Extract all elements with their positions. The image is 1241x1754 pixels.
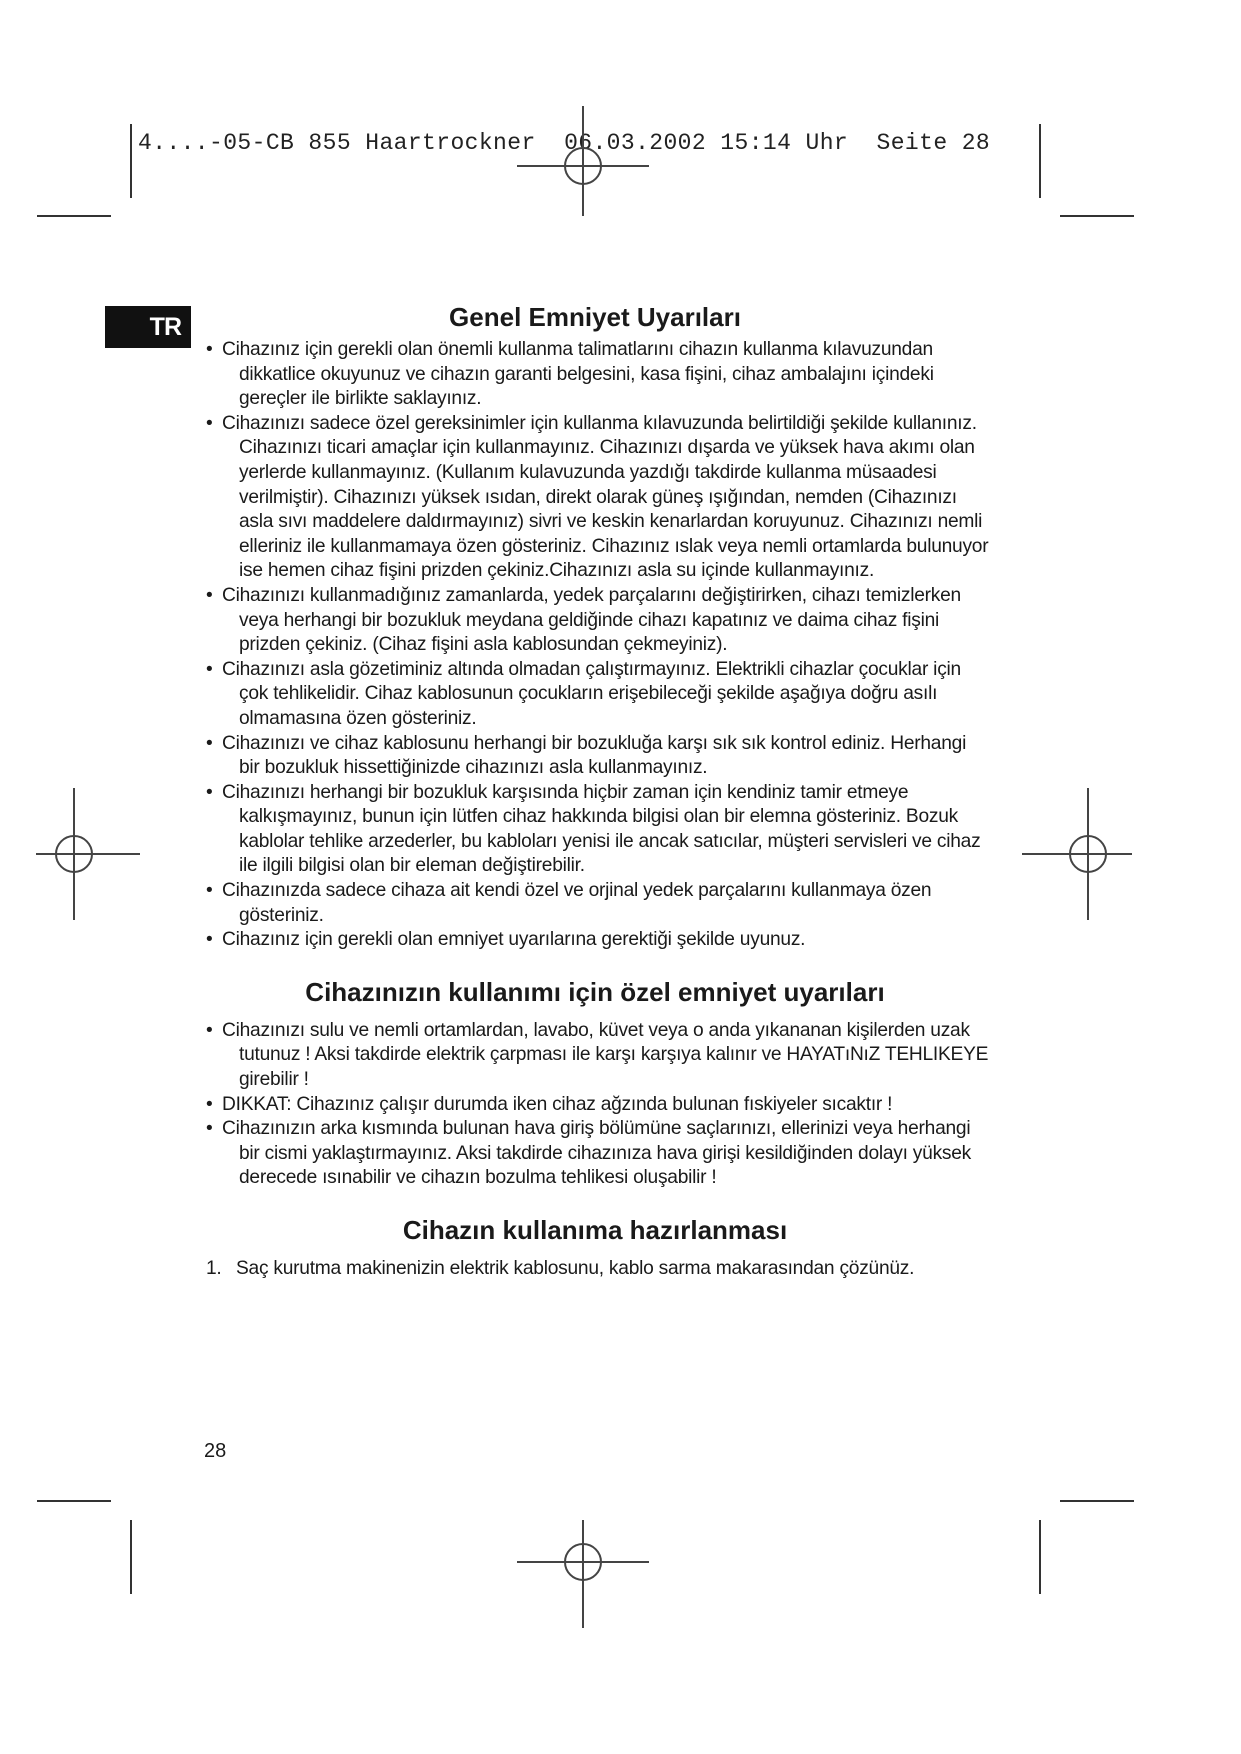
crop-mark [130, 1520, 132, 1594]
registration-mark-left [8, 788, 140, 920]
page-number: 28 [204, 1440, 227, 1462]
list-item: • Cihazınızı sulu ve nemli ortamlardan, lavabo, küvet veya o anda yıkananan kişilerden uzak tutunuz ! Aksi takdirde elektrik çarpması ile karşı karşıya kalınır ve HAYATıNıZ TEHLIKEYE girebilir ! [206, 1019, 989, 1091]
list-item: • Cihazınızı asla gözetiminiz altında olmadan çalıştırmayınız. Elektrikli cihazlar çocuklar için çok tehlikelidir. Cihaz kablosunun çocukların erişebileceği şekilde aşağıya doğru asılı olmamasına özen gösteriniz. [206, 658, 961, 729]
list-item: • Cihazınızı sadece özel gereksinimler için kullanma kılavuzunda belirtildiği şekilde kullanınız. Cihazınızı ticari amaçlar için kullanmayınız. Cihazınızı dışarda ve yüksek hava akımı olan yerlerde kullanmayınız. (Kullanım kulavuzunda yazdığı takdirde kullanma müsaadesi verilmiştir). Cihazınızı yüksek ısıdan, direkt olarak güneş ışığından, nemden (Cihazınızı asla sıvı maddelere daldırmayınız) sivri ve keskin kenarlardan koruyunuz. Cihazınızı nemli elleriniz ile kullanmamaya özen gösteriniz. Cihazınız ıslak veya nemli ortamlarda bulunuyor ise hemen cihaz fişini prizden çekiniz.Cihazınızı asla su içinde kullanmayınız. [206, 412, 989, 582]
section-title-preparation: Cihazın kullanıma hazırlanması [402, 1215, 788, 1245]
general-safety-list [200, 338, 990, 953]
list-item: • Cihazınız için gerekli olan emniyet uyarılarına gerektiği şekilde uyunuz. [206, 929, 806, 951]
section-title-special-safety: Cihazınızın kullanımı için özel emniyet uyarıları [305, 976, 885, 1007]
registration-mark-top [517, 106, 649, 238]
list-item: • Cihazınızı ve cihaz kablosunu herhangi bir bozukluğa karşı sık sık kontrol ediniz. Herhangi bir bozukluk hissettiğinizde cihazınızı asla kullanmayınız. [206, 732, 967, 779]
step-item: 1. Saç kurutma makinenizin elektrik kablosunu, kablo sarma makarasından çözünüz. [206, 1258, 915, 1279]
crop-mark [37, 215, 111, 217]
list-item: • Cihazınızın arka kısmında bulunan hava giriş bölümüne saçlarınızı, ellerinizi veya herhangi bir cismi yaklaştırmayınız. Aksi takdirde cihazınıza hava girişi kesildiğinden dolayı yüksek derecede ısınabilir ve cihazın bozulma tehlikesi oluşabilir ! [206, 1118, 972, 1189]
special-safety-list [200, 1019, 990, 1191]
document-body [200, 298, 990, 1282]
print-header: 4....-05-CB 855 Haartrockner 06.03.2002 15:14 Uhr Seite 28 [138, 130, 991, 156]
registration-mark-right [1022, 788, 1154, 920]
list-item: • Cihazınızı kullanmadığınız zamanlarda, yedek parçalarını değiştirirken, cihazı temizlerken veya herhangi bir bozukluk meydana geldiğinde cihazı kapatınız ve daima cihaz fişini prizden çekiniz. (Cihaz fişini asla kablosundan çekmeyiniz). [206, 584, 961, 656]
list-item: • DIKKAT: Cihazınız çalışır durumda iken cihaz ağzında bulunan fıskiyeler sıcaktır ! [206, 1093, 893, 1115]
preparation-steps [200, 1257, 990, 1282]
section-title-general-safety: Genel Emniyet Uyarıları [449, 302, 741, 332]
list-item: • Cihazınızda sadece cihaza ait kendi özel ve orjinal yedek parçalarını kullanmaya özen gösteriniz. [206, 880, 932, 926]
crop-mark [1039, 124, 1041, 198]
registration-mark-bottom [517, 1496, 649, 1628]
crop-mark [130, 124, 132, 198]
crop-mark [1060, 1500, 1134, 1502]
list-item: • Cihazınız için gerekli olan önemli kullanma talimatlarını cihazın kullanma kılavuzundan dikkatlice okuyunuz ve cihazın garanti belgesini, kasa fişini, cihaz ambalajını içindeki gereçler ile birlikte saklayınız. [206, 339, 934, 410]
crop-mark [37, 1500, 111, 1502]
crop-mark [1060, 215, 1134, 217]
language-tab: TR [105, 306, 191, 348]
crop-mark [1039, 1520, 1041, 1594]
list-item: • Cihazınızı herhangi bir bozukluk karşısında hiçbir zaman için kendiniz tamir etmeye kalkışmayınız, bunun için lütfen cihaz hakkında bilgisi olan bir elemna gösteriniz. Bozuk kablolar tehlike arzederler, bu kabloları yenisi ile ancak satıcılar, müşteri servisleri ve cihaz ile ilgili bilgisi olan bir eleman değiştirebilir. [206, 781, 981, 877]
